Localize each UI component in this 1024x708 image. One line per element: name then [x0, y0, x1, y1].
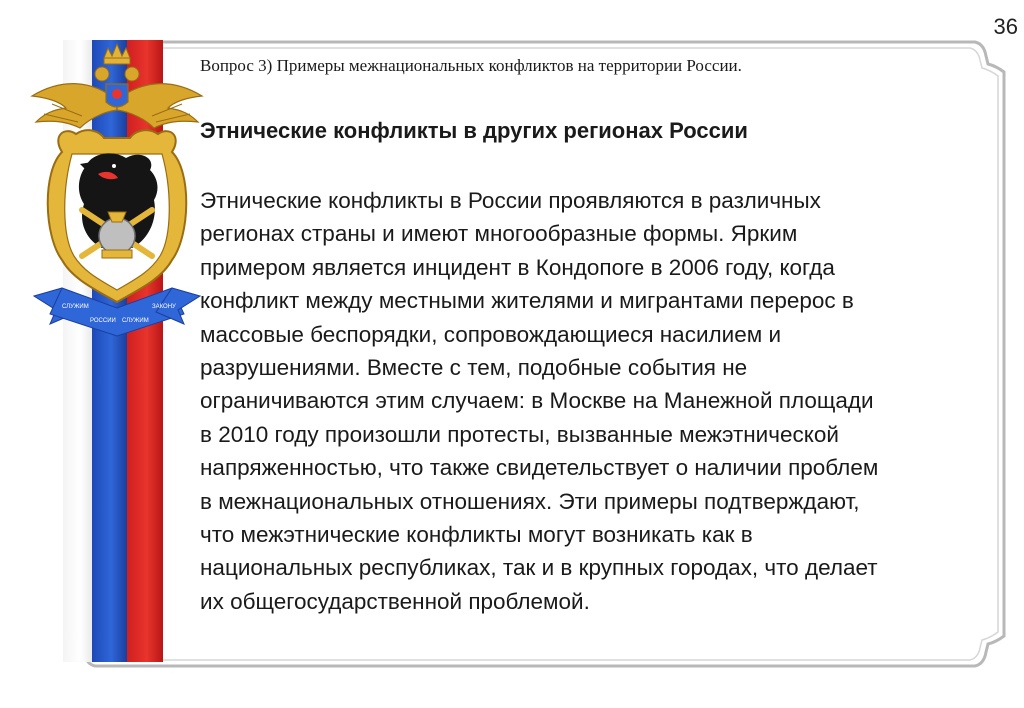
eagle-icon	[32, 44, 202, 128]
page-number: 36	[993, 14, 1018, 39]
ribbon-word-4: ЗАКОНУ	[152, 304, 176, 310]
ribbon-word-3: СЛУЖИМ	[122, 318, 149, 324]
body-paragraph: Этнические конфликты в России проявляются в различных регионах страны и имеют многообразные формы. Ярким примером является инцидент в Кондопоге в 2006 году, когда конфликт между местными жителями и мигрантами перерос в массовые беспорядки, сопровождающиеся насилием и разрушениями. Вместе с тем, подобные события не ограничиваются этим случаем: в Москве на Манежной площади в 2010 году произошли протесты, вызванные межэтнической напряженностью, что также свидетельствует о наличии проблем в межнациональных отношениях. Эти примеры подтверждают, что межэтнические конфликты могут возникать как в национальных республиках, так и в крупных городах, что делает их общегосударственной проблемой.	[200, 188, 879, 614]
question-title: Вопрос 3) Примеры межнациональных конфликтов на территории России.	[200, 56, 742, 75]
ribbon-word-1: СЛУЖИМ	[62, 304, 89, 310]
ribbon-word-2: РОССИИ	[90, 318, 116, 324]
section-heading: Этнические конфликты в других регионах России	[200, 118, 748, 143]
emblem-logo	[22, 40, 212, 340]
